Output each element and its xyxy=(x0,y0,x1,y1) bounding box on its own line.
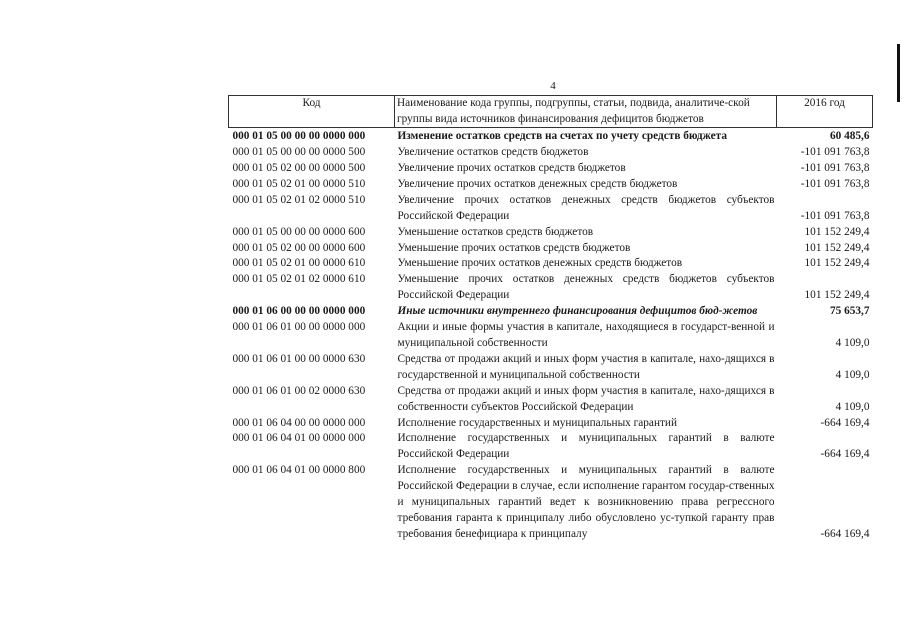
row-name: Уменьшение прочих остатков денежных средств бюджетов xyxy=(397,257,683,270)
row-value: -101 091 763,8 xyxy=(800,146,870,159)
edge-mark xyxy=(897,44,900,102)
table-row xyxy=(229,177,873,193)
row-code: 000 01 06 01 00 02 0000 630 xyxy=(232,384,366,397)
row-code: 000 01 06 01 00 00 0000 000 xyxy=(232,321,366,334)
row-name: Увеличение прочих остатков денежных средств бюджетов xyxy=(397,177,678,190)
row-code: 000 01 05 02 00 00 0000 600 xyxy=(232,241,366,254)
table-row xyxy=(229,352,873,384)
row-code: 000 01 05 02 01 00 0000 510 xyxy=(232,177,366,190)
row-value: -664 169,4 xyxy=(820,416,870,429)
table-row xyxy=(229,384,873,416)
sources-table xyxy=(228,95,873,543)
table-row xyxy=(229,463,873,543)
row-value: -101 091 763,8 xyxy=(800,177,870,190)
row-value: -101 091 763,8 xyxy=(800,209,870,222)
row-name: Исполнение государственных и муниципальных гарантий в валюте Российской Федерации в случае, если исполнение гарантом государ-ственных и муниципальных гарантий ведет к возникновению права регрессного требования гаранта к принципалу либо обусловлено ус-тупкой гаранту прав требования бенефициара к принципалу xyxy=(397,464,775,540)
row-value: -664 169,4 xyxy=(820,527,870,540)
table-row xyxy=(229,193,873,225)
row-name: Увеличение прочих остатков денежных средств бюджетов субъектов Российской Федерации xyxy=(397,193,775,222)
row-code: 000 01 06 04 01 00 0000 800 xyxy=(232,464,366,477)
table-row xyxy=(229,272,873,304)
row-name: Средства от продажи акций и иных форм участия в капитале, нахо-дящихся в государственной и муниципальной собственности xyxy=(397,352,775,381)
row-code: 000 01 05 00 00 00 0000 500 xyxy=(232,146,366,159)
table-row xyxy=(229,320,873,352)
table-header-row xyxy=(229,96,873,128)
row-name: Уменьшение прочих остатков денежных средств бюджетов субъектов Российской Федерации xyxy=(397,273,775,302)
table-body xyxy=(229,128,873,543)
header-name: Наименование кода группы, подгруппы, статьи, подвида, аналитиче-ской группы вида источников финансирования дефицитов бюджетов xyxy=(395,96,777,128)
table-row xyxy=(229,431,873,463)
row-value: 101 152 249,4 xyxy=(804,289,870,302)
row-name: Изменение остатков средств на счетах по учету средств бюджета xyxy=(397,130,727,143)
row-name: Исполнение государственных и муниципальных гарантий xyxy=(397,416,678,429)
row-name: Увеличение остатков средств бюджетов xyxy=(397,146,589,159)
row-name: Иные источники внутреннего финансирования дефицитов бюд-жетов xyxy=(397,305,758,318)
table-row xyxy=(229,416,873,432)
table-row xyxy=(229,145,873,161)
row-name: Средства от продажи акций и иных форм участия в капитале, нахо-дящихся в собственности субъектов Российской Федерации xyxy=(397,384,775,413)
row-value: 4 109,0 xyxy=(835,400,870,413)
page-number: 4 xyxy=(550,80,556,92)
header-year: 2016 год xyxy=(777,96,873,128)
row-value: 4 109,0 xyxy=(835,336,870,349)
row-code: 000 01 06 04 00 00 0000 000 xyxy=(232,416,366,429)
table-row xyxy=(229,241,873,257)
row-value: 101 152 249,4 xyxy=(804,257,870,270)
row-value: -664 169,4 xyxy=(820,448,870,461)
table-row xyxy=(229,256,873,272)
row-code: 000 01 05 00 00 00 0000 000 xyxy=(232,130,366,143)
row-code: 000 01 05 00 00 00 0000 600 xyxy=(232,225,366,238)
row-code: 000 01 05 02 01 00 0000 610 xyxy=(232,257,366,270)
row-value: -101 091 763,8 xyxy=(800,162,870,174)
row-value: 101 152 249,4 xyxy=(804,225,870,238)
table-row xyxy=(229,161,873,177)
row-value: 60 485,6 xyxy=(829,130,870,143)
row-value: 101 152 249,4 xyxy=(804,241,870,254)
row-code: 000 01 06 04 01 00 0000 000 xyxy=(232,432,366,445)
table-row xyxy=(229,304,873,320)
row-code: 000 01 05 02 00 00 0000 500 xyxy=(232,162,366,174)
row-name: Исполнение государственных и муниципальных гарантий в валюте Российской Федерации xyxy=(397,432,775,461)
row-code: 000 01 06 00 00 00 0000 000 xyxy=(232,305,366,318)
table-row xyxy=(229,225,873,241)
row-code: 000 01 05 02 01 02 0000 510 xyxy=(232,193,366,206)
header-code: Код xyxy=(229,96,395,128)
table-row xyxy=(229,128,873,145)
row-name: Уменьшение прочих остатков средств бюджетов xyxy=(397,241,631,254)
row-name: Уменьшение остатков средств бюджетов xyxy=(397,225,594,238)
row-name: Акции и иные формы участия в капитале, находящиеся в государст-венной и муниципальной собственности xyxy=(397,321,775,349)
row-value: 75 653,7 xyxy=(829,305,870,318)
row-code: 000 01 05 02 01 02 0000 610 xyxy=(232,273,366,286)
row-code: 000 01 06 01 00 00 0000 630 xyxy=(232,352,366,365)
row-value: 4 109,0 xyxy=(835,368,870,381)
row-name: Увеличение прочих остатков средств бюджетов xyxy=(397,162,626,174)
